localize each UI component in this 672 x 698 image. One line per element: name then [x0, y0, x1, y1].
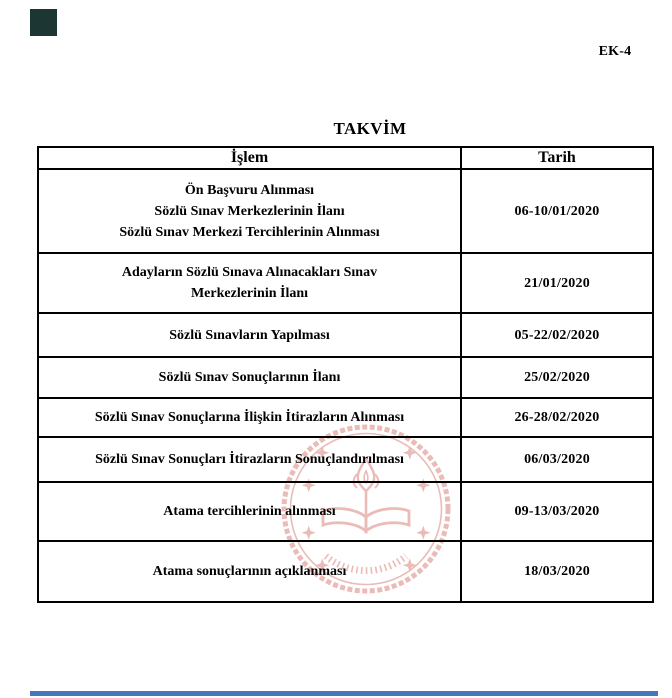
- tarih-cell: 05-22/02/2020: [461, 313, 653, 357]
- islem-cell: [38, 437, 461, 482]
- islem-cell: [38, 313, 461, 357]
- islem-line: Sözlü Sınavların Yapılması: [169, 327, 330, 343]
- islem-line: Merkezlerinin İlanı: [190, 286, 309, 301]
- islem-line: Atama sonuçlarının açıklanması: [152, 564, 347, 579]
- tarih-cell: 09-13/03/2020: [461, 482, 653, 541]
- islem-cell: [38, 169, 461, 253]
- table-row: [38, 398, 653, 437]
- annex-label: EK-4: [598, 44, 632, 59]
- table-row: [38, 169, 653, 253]
- table-header-row: [38, 147, 653, 169]
- footer-bar-decoration: [30, 691, 658, 696]
- islem-line: Sözlü Sınav Merkezlerinin İlanı: [154, 203, 345, 219]
- corner-decoration: [30, 9, 57, 36]
- tarih-cell: 06-10/01/2020: [461, 169, 653, 253]
- islem-cell: [38, 482, 461, 541]
- tarih-cell: 21/01/2020: [461, 253, 653, 313]
- islem-cell: [38, 253, 461, 313]
- islem-cell: [38, 357, 461, 398]
- islem-line: Ön Başvuru Alınması: [184, 182, 315, 198]
- tarih-cell: 06/03/2020: [461, 437, 653, 482]
- table-row: [38, 437, 653, 482]
- column-header-tarih: Tarih: [461, 147, 653, 169]
- table-row: [38, 482, 653, 541]
- islem-cell: [38, 541, 461, 602]
- islem-line: Sözlü Sınav Sonuçlarının İlanı: [158, 370, 341, 385]
- table-row: [38, 541, 653, 602]
- islem-line: Sözlü Sınav Sonuçları İtirazların Sonuçlandırılması: [95, 452, 404, 467]
- islem-line: Atama tercihlerinin alınması: [163, 504, 336, 519]
- page-title: TAKVİM: [333, 119, 407, 138]
- islem-line: Sözlü Sınav Sonuçlarına İlişkin İtirazların Alınması: [94, 410, 405, 425]
- table-row: [38, 357, 653, 398]
- islem-line: Adayların Sözlü Sınava Alınacakları Sınav: [121, 265, 378, 280]
- table-body: [38, 169, 653, 602]
- table-row: [38, 313, 653, 357]
- islem-line: Sözlü Sınav Merkezi Tercihlerinin Alınması: [119, 224, 380, 240]
- schedule-table: [37, 146, 654, 603]
- islem-cell: [38, 398, 461, 437]
- tarih-cell: 18/03/2020: [461, 541, 653, 602]
- tarih-cell: 26-28/02/2020: [461, 398, 653, 437]
- tarih-cell: 25/02/2020: [461, 357, 653, 398]
- table-row: [38, 253, 653, 313]
- column-header-islem: İşlem: [38, 147, 461, 169]
